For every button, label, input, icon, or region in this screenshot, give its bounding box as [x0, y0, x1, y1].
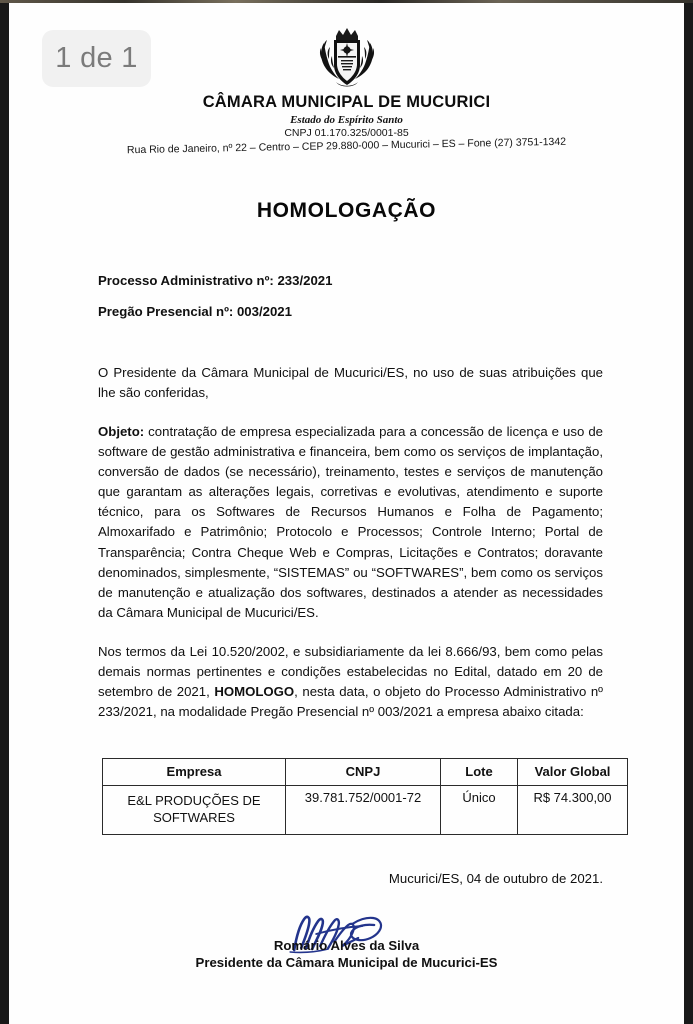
object-text: contratação de empresa especializada para a concessão de licença e uso de software de gestão administrativa e financeira, bem como os serviços de implantação, conversão de dados (se necessário), treinamento, testes e serviços de manutenção que garantam as alterações legais, corretivas e evolutivas, atendimento e suporte técnico, para os Softwares de Recursos Humanos e Folha de Pagamento; Almoxarifado e Patrimônio; Protocolo e Processos; Controle Interno; Portal de Transparência; Contra Cheque Web e Compras, Licitações e Contratos; doravante denominados, simplesmente, “SISTEMAS” ou “SOFTWARES”, bem como os serviços de manutenção e atualização dos softwares, destinados a atender as necessidades da Câmara Municipal de Mucurici/ES.	[98, 424, 603, 620]
legal-paragraph	[98, 642, 603, 722]
organization-state: Estado do Espírito Santo	[290, 114, 403, 126]
object-paragraph	[98, 422, 603, 623]
process-number-line: Processo Administrativo nº: 233/2021	[98, 273, 333, 288]
intro-paragraph: O Presidente da Câmara Municipal de Mucurici/ES, no uso de suas atribuições que lhe são conferidas,	[98, 365, 603, 401]
cell-cnpj: 39.781.752/0001-72	[286, 786, 441, 835]
page-count-badge: 1 de 1	[42, 30, 151, 87]
column-header-valor-global: Valor Global	[518, 759, 628, 786]
legal-text-part1: Nos termos da Lei 10.520/2002, e subsidiariamente da lei 8.666/93, bem como pelas demais normas pertinentes e condições estabelecidas no Edital, datado em 20 de setembro de 2021,	[98, 643, 603, 699]
table-header-row	[103, 759, 628, 786]
signature-block	[9, 938, 684, 970]
cell-empresa: E&L PRODUÇÕES DE SOFTWARES	[103, 786, 286, 835]
column-header-lote: Lote	[441, 759, 518, 786]
column-header-empresa: Empresa	[103, 759, 286, 786]
organization-name: CÂMARA MUNICIPAL DE MUCURICI	[202, 93, 491, 111]
organization-address: Rua Rio de Janeiro, nº 22 – Centro – CEP 29.880-000 – Mucurici – ES – Fone (27) 3751-1342	[126, 135, 567, 157]
cell-valor-global: R$ 74.300,00	[518, 786, 628, 835]
table-row	[103, 786, 628, 835]
coat-of-arms-icon	[316, 25, 378, 93]
auction-number-line: Pregão Presencial nº: 003/2021	[98, 304, 292, 319]
award-table-wrapper	[94, 758, 612, 835]
award-table	[102, 758, 628, 835]
cell-lote: Único	[441, 786, 518, 835]
document-body	[90, 273, 603, 722]
place-and-date: Mucurici/ES, 04 de outubro de 2021.	[388, 871, 603, 886]
column-header-cnpj: CNPJ	[286, 759, 441, 786]
signatory-name: Romário Alves da Silva	[273, 938, 420, 953]
page-title: HOMOLOGAÇÃO	[256, 199, 437, 222]
legal-text-part2: , nesta data, o objeto do Processo Administrativo nº 233/2021, na modalidade Pregão Presencial nº 003/2021 a empresa abaixo citada:	[98, 683, 603, 719]
object-label: Objeto:	[98, 424, 145, 440]
organization-cnpj: CNPJ 01.170.325/0001-85	[284, 127, 409, 139]
homologo-emphasis: HOMOLOGO	[214, 683, 295, 699]
document-page	[9, 3, 684, 1024]
signatory-role: Presidente da Câmara Municipal de Mucurici-ES	[195, 955, 498, 970]
